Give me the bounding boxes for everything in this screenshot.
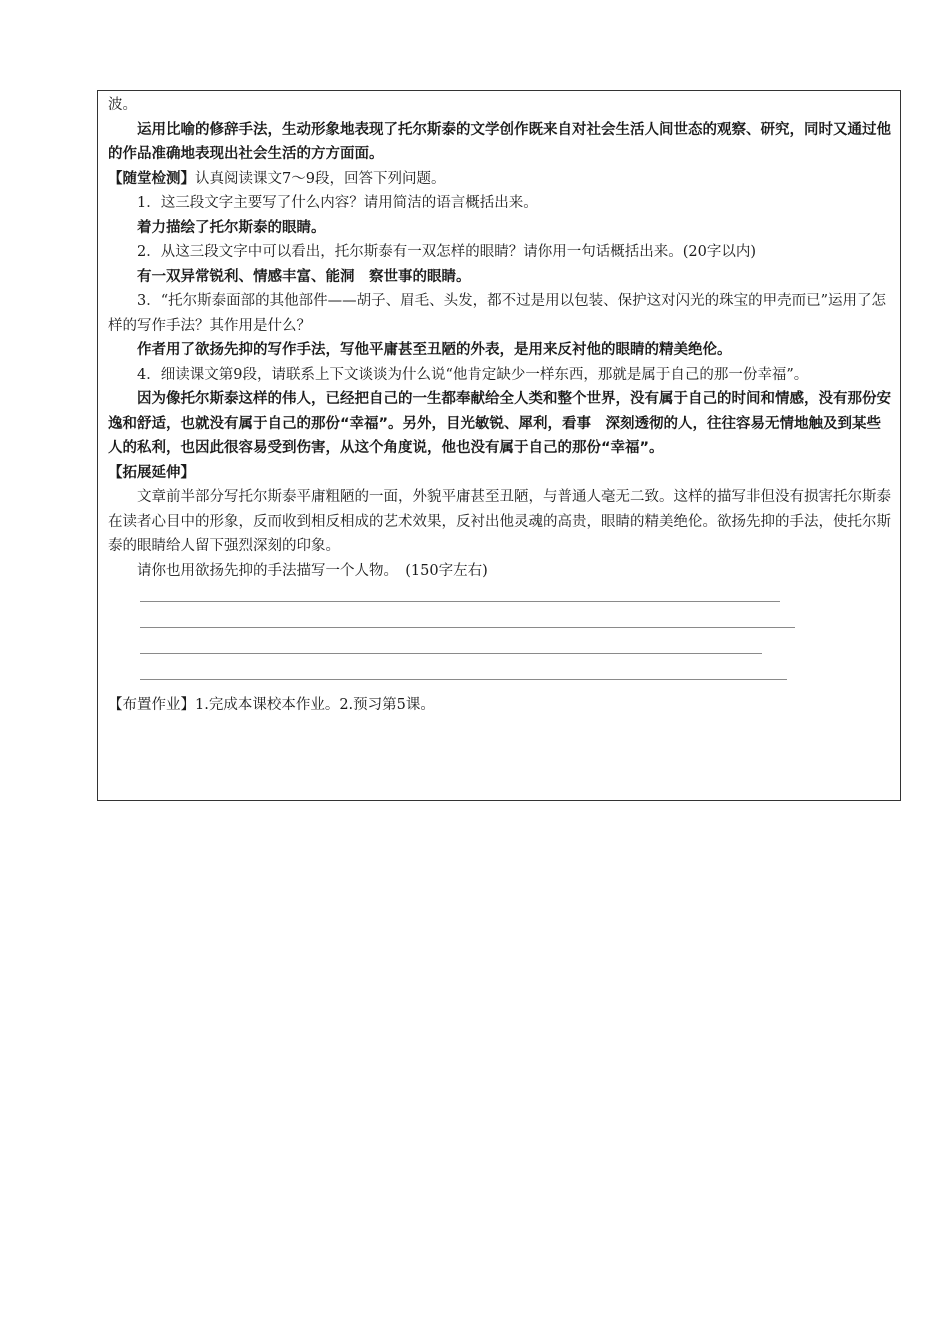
writing-lines [108,583,894,680]
continued-text: 波。 [108,97,137,113]
extension-task: 请你也用欲扬先抑的手法描写一个人物。 (150字左右) [137,562,488,579]
worksheet-content [108,93,894,718]
homework-text: 1.完成本课校本作业。2.预习第5课。 [195,697,435,713]
homework-heading: 【布置作业】 [108,697,195,713]
extension-heading: 【拓展延伸】 [108,464,195,481]
question-2: 2．从这三段文字中可以看出，托尔斯泰有一双怎样的眼睛？请你用一句话概括出来。(20字以内) [137,244,756,260]
writing-line[interactable] [140,589,780,602]
writing-line[interactable] [140,667,787,680]
homework-line [108,693,894,718]
check-section-header [108,167,894,192]
metaphor-answer: 运用比喻的修辞手法，生动形象地表现了托尔斯泰的文学创作既来自对社会生活人间世态的观察、研究，同时又通过他的作品准确地表现出社会生活的方方面面。 [108,121,891,162]
writing-line[interactable] [140,641,762,654]
check-heading: 【随堂检测】 [108,170,195,187]
answer-2: 有一双异常锐利、情感丰富、能洞 察世事的眼睛。 [137,268,471,285]
check-intro: 认真阅读课文7～9段，回答下列问题。 [195,170,446,187]
writing-line[interactable] [140,615,795,628]
question-3: 3．“托尔斯泰面部的其他部件——胡子、眉毛、头发，都不过是用以包装、保护这对闪光的珠宝的甲壳而已”运用了怎样的写作手法？其作用是什么？ [108,293,887,334]
question-4: 4．细读课文第9段，请联系上下文谈谈为什么说“他肯定缺少一样东西，那就是属于自己的那一份幸福”。 [137,366,809,383]
answer-4: 因为像托尔斯泰这样的伟人，已经把自己的一生都奉献给全人类和整个世界，没有属于自己的时间和情感，没有那份安逸和舒适，也就没有属于自己的那份“幸福”。另外，目光敏锐、犀利，看事 深刻透彻的人，往往容易无情地触及到某些人的私利，也因此很容易受到伤害，从这个角度说，他也没有属于自己的那份“幸福”。 [108,391,891,456]
worksheet-frame [97,90,901,801]
extension-text: 文章前半部分写托尔斯泰平庸粗陋的一面，外貌平庸甚至丑陋，与普通人毫无二致。这样的描写非但没有损害托尔斯泰在读者心目中的形象，反而收到相反相成的艺术效果，反衬出他灵魂的高贵，眼睛的精美绝伦。欲扬先抑的手法，使托尔斯泰的眼睛给人留下强烈深刻的印象。 [108,489,891,554]
answer-1: 着力描绘了托尔斯泰的眼睛。 [137,219,326,236]
question-1: 1．这三段文字主要写了什么内容？请用简洁的语言概括出来。 [137,195,538,211]
answer-3: 作者用了欲扬先抑的写作手法，写他平庸甚至丑陋的外表，是用来反衬他的眼睛的精美绝伦。 [137,342,732,358]
